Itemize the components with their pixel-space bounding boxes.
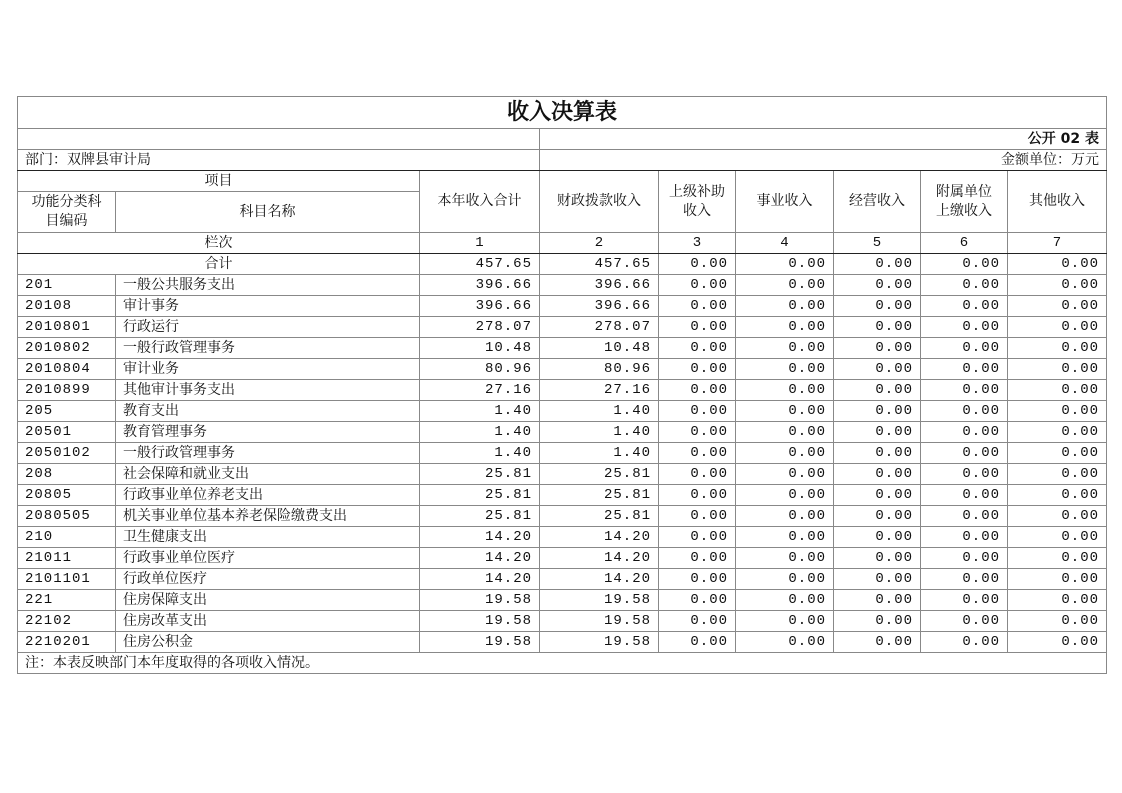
- subject-name-cell: 教育管理事务: [116, 422, 420, 443]
- table-row: [18, 338, 1107, 359]
- amount-cell: 0.00: [921, 359, 1008, 380]
- amount-cell: 0.00: [834, 548, 921, 569]
- amount-cell: 1.40: [540, 422, 659, 443]
- table-row: [18, 359, 1107, 380]
- table-row: [18, 527, 1107, 548]
- amount-cell: 0.00: [659, 380, 736, 401]
- unit-label: 金额单位：万元: [540, 150, 1107, 171]
- amount-cell: 25.81: [540, 464, 659, 485]
- amount-cell: 0.00: [1008, 632, 1107, 653]
- subject-name-cell: 行政运行: [116, 317, 420, 338]
- amount-cell: 19.58: [420, 611, 540, 632]
- amount-cell: 0.00: [834, 485, 921, 506]
- amount-cell: 0.00: [659, 569, 736, 590]
- func-code-cell: 2010899: [18, 380, 116, 401]
- subject-name-cell: 其他审计事务支出: [116, 380, 420, 401]
- header-other: 其他收入: [1008, 171, 1107, 233]
- amount-cell: 0.00: [834, 422, 921, 443]
- amount-cell: 19.58: [420, 632, 540, 653]
- total-value: 0.00: [736, 254, 834, 275]
- subject-name-cell: 一般行政管理事务: [116, 338, 420, 359]
- amount-cell: 0.00: [921, 464, 1008, 485]
- amount-cell: 1.40: [420, 401, 540, 422]
- amount-cell: 0.00: [659, 443, 736, 464]
- amount-cell: 396.66: [420, 296, 540, 317]
- amount-cell: 0.00: [834, 317, 921, 338]
- amount-cell: 396.66: [540, 275, 659, 296]
- table-row: [18, 443, 1107, 464]
- amount-cell: 0.00: [834, 527, 921, 548]
- column-index: 1: [420, 233, 540, 254]
- amount-cell: 25.81: [420, 485, 540, 506]
- amount-cell: 0.00: [736, 527, 834, 548]
- amount-cell: 0.00: [834, 296, 921, 317]
- amount-cell: 0.00: [659, 275, 736, 296]
- subject-name-cell: 审计事务: [116, 296, 420, 317]
- amount-cell: 0.00: [834, 275, 921, 296]
- amount-cell: 0.00: [1008, 611, 1107, 632]
- amount-cell: 0.00: [736, 401, 834, 422]
- table-row: [18, 401, 1107, 422]
- column-index-label: 栏次: [18, 233, 420, 254]
- amount-cell: 0.00: [736, 359, 834, 380]
- amount-cell: 14.20: [540, 548, 659, 569]
- amount-cell: 278.07: [420, 317, 540, 338]
- table-row: [18, 569, 1107, 590]
- amount-cell: 10.48: [420, 338, 540, 359]
- amount-cell: 0.00: [921, 506, 1008, 527]
- amount-cell: 0.00: [834, 611, 921, 632]
- amount-cell: 10.48: [540, 338, 659, 359]
- amount-cell: 0.00: [834, 632, 921, 653]
- amount-cell: 1.40: [420, 443, 540, 464]
- amount-cell: 0.00: [659, 527, 736, 548]
- func-code-cell: 2080505: [18, 506, 116, 527]
- amount-cell: 278.07: [540, 317, 659, 338]
- amount-cell: 0.00: [834, 338, 921, 359]
- func-code-cell: 221: [18, 590, 116, 611]
- amount-cell: 0.00: [1008, 317, 1107, 338]
- total-value: 0.00: [921, 254, 1008, 275]
- amount-cell: 25.81: [420, 464, 540, 485]
- amount-cell: 1.40: [420, 422, 540, 443]
- amount-cell: 0.00: [736, 548, 834, 569]
- amount-cell: 396.66: [540, 296, 659, 317]
- amount-cell: 0.00: [834, 464, 921, 485]
- table-note: 注：本表反映部门本年度取得的各项收入情况。: [18, 653, 1107, 674]
- func-code-cell: 2101101: [18, 569, 116, 590]
- tag-spacer: [18, 129, 540, 150]
- func-code-cell: 201: [18, 275, 116, 296]
- amount-cell: 0.00: [736, 506, 834, 527]
- amount-cell: 0.00: [1008, 443, 1107, 464]
- amount-cell: 0.00: [736, 443, 834, 464]
- header-fiscal: 财政拨款收入: [540, 171, 659, 233]
- amount-cell: 0.00: [659, 611, 736, 632]
- subject-name-cell: 住房公积金: [116, 632, 420, 653]
- amount-cell: 19.58: [540, 632, 659, 653]
- amount-cell: 0.00: [1008, 380, 1107, 401]
- amount-cell: 0.00: [659, 464, 736, 485]
- amount-cell: 0.00: [1008, 506, 1107, 527]
- func-code-cell: 208: [18, 464, 116, 485]
- total-label: 合计: [18, 254, 420, 275]
- amount-cell: 0.00: [736, 296, 834, 317]
- amount-cell: 0.00: [921, 548, 1008, 569]
- amount-cell: 0.00: [921, 569, 1008, 590]
- amount-cell: 0.00: [834, 590, 921, 611]
- amount-cell: 1.40: [540, 443, 659, 464]
- table-row: [18, 275, 1107, 296]
- amount-cell: 25.81: [540, 506, 659, 527]
- amount-cell: 0.00: [1008, 590, 1107, 611]
- amount-cell: 0.00: [834, 401, 921, 422]
- column-index: 4: [736, 233, 834, 254]
- func-code-cell: 205: [18, 401, 116, 422]
- amount-cell: 0.00: [921, 443, 1008, 464]
- amount-cell: 0.00: [921, 590, 1008, 611]
- amount-cell: 14.20: [540, 569, 659, 590]
- amount-cell: 0.00: [659, 338, 736, 359]
- table-row: [18, 506, 1107, 527]
- total-value: 457.65: [420, 254, 540, 275]
- amount-cell: 0.00: [834, 506, 921, 527]
- amount-cell: 0.00: [736, 485, 834, 506]
- amount-cell: 0.00: [834, 569, 921, 590]
- column-index: 5: [834, 233, 921, 254]
- amount-cell: 25.81: [420, 506, 540, 527]
- amount-cell: 0.00: [921, 317, 1008, 338]
- amount-cell: 0.00: [834, 380, 921, 401]
- amount-cell: 14.20: [420, 569, 540, 590]
- amount-cell: 0.00: [1008, 527, 1107, 548]
- amount-cell: 19.58: [540, 611, 659, 632]
- amount-cell: 0.00: [921, 338, 1008, 359]
- amount-cell: 0.00: [921, 422, 1008, 443]
- amount-cell: 0.00: [659, 548, 736, 569]
- func-code-cell: 20108: [18, 296, 116, 317]
- income-table: [17, 96, 1107, 674]
- subject-name-cell: 一般公共服务支出: [116, 275, 420, 296]
- subject-name-cell: 住房改革支出: [116, 611, 420, 632]
- table-row: [18, 422, 1107, 443]
- header-func-code: 功能分类科目编码: [18, 192, 116, 233]
- amount-cell: 0.00: [736, 611, 834, 632]
- amount-cell: 0.00: [736, 422, 834, 443]
- header-superior: 上级补助收入: [659, 171, 736, 233]
- amount-cell: 0.00: [659, 485, 736, 506]
- total-value: 0.00: [659, 254, 736, 275]
- header-total-income: 本年收入合计: [420, 171, 540, 233]
- amount-cell: 0.00: [1008, 359, 1107, 380]
- amount-cell: 0.00: [1008, 422, 1107, 443]
- column-index: 6: [921, 233, 1008, 254]
- amount-cell: 0.00: [921, 611, 1008, 632]
- table-tag: 公开 02 表: [540, 129, 1107, 150]
- amount-cell: 19.58: [420, 590, 540, 611]
- amount-cell: 80.96: [420, 359, 540, 380]
- subject-name-cell: 卫生健康支出: [116, 527, 420, 548]
- amount-cell: 0.00: [834, 443, 921, 464]
- amount-cell: 14.20: [420, 548, 540, 569]
- header-operating: 经营收入: [834, 171, 921, 233]
- func-code-cell: 20501: [18, 422, 116, 443]
- func-code-cell: 20805: [18, 485, 116, 506]
- amount-cell: 1.40: [540, 401, 659, 422]
- department-label: 部门：双牌县审计局: [18, 150, 540, 171]
- table-row: [18, 611, 1107, 632]
- amount-cell: 0.00: [659, 359, 736, 380]
- amount-cell: 80.96: [540, 359, 659, 380]
- table-row: [18, 296, 1107, 317]
- header-item: 项目: [18, 171, 420, 192]
- amount-cell: 0.00: [659, 506, 736, 527]
- subject-name-cell: 行政单位医疗: [116, 569, 420, 590]
- amount-cell: 0.00: [736, 317, 834, 338]
- amount-cell: 27.16: [540, 380, 659, 401]
- table-row: [18, 464, 1107, 485]
- func-code-cell: 2210201: [18, 632, 116, 653]
- amount-cell: 0.00: [659, 296, 736, 317]
- amount-cell: 0.00: [921, 401, 1008, 422]
- func-code-cell: 22102: [18, 611, 116, 632]
- func-code-cell: 2010802: [18, 338, 116, 359]
- subject-name-cell: 教育支出: [116, 401, 420, 422]
- subject-name-cell: 行政事业单位医疗: [116, 548, 420, 569]
- column-index: 2: [540, 233, 659, 254]
- table-row: [18, 548, 1107, 569]
- amount-cell: 0.00: [921, 485, 1008, 506]
- total-value: 0.00: [834, 254, 921, 275]
- amount-cell: 0.00: [659, 317, 736, 338]
- table-row: [18, 380, 1107, 401]
- income-final-accounts-sheet: [17, 96, 1106, 674]
- amount-cell: 25.81: [540, 485, 659, 506]
- header-affiliated: 附属单位上缴收入: [921, 171, 1008, 233]
- amount-cell: 14.20: [540, 527, 659, 548]
- amount-cell: 0.00: [921, 527, 1008, 548]
- amount-cell: 0.00: [1008, 275, 1107, 296]
- amount-cell: 0.00: [659, 422, 736, 443]
- amount-cell: 0.00: [921, 632, 1008, 653]
- subject-name-cell: 审计业务: [116, 359, 420, 380]
- func-code-cell: 21011: [18, 548, 116, 569]
- amount-cell: 0.00: [1008, 569, 1107, 590]
- table-title: 收入决算表: [18, 97, 1107, 129]
- amount-cell: 0.00: [736, 590, 834, 611]
- amount-cell: 14.20: [420, 527, 540, 548]
- func-code-cell: 2050102: [18, 443, 116, 464]
- amount-cell: 0.00: [921, 296, 1008, 317]
- header-business: 事业收入: [736, 171, 834, 233]
- subject-name-cell: 机关事业单位基本养老保险缴费支出: [116, 506, 420, 527]
- table-row: [18, 485, 1107, 506]
- amount-cell: 0.00: [659, 401, 736, 422]
- table-row: [18, 590, 1107, 611]
- amount-cell: 0.00: [736, 380, 834, 401]
- func-code-cell: 2010804: [18, 359, 116, 380]
- table-row: [18, 317, 1107, 338]
- amount-cell: 0.00: [736, 569, 834, 590]
- amount-cell: 0.00: [659, 632, 736, 653]
- total-value: 457.65: [540, 254, 659, 275]
- amount-cell: 0.00: [1008, 464, 1107, 485]
- total-value: 0.00: [1008, 254, 1107, 275]
- amount-cell: 0.00: [921, 380, 1008, 401]
- table-row: [18, 632, 1107, 653]
- amount-cell: 0.00: [1008, 296, 1107, 317]
- amount-cell: 0.00: [736, 632, 834, 653]
- amount-cell: 0.00: [1008, 548, 1107, 569]
- subject-name-cell: 社会保障和就业支出: [116, 464, 420, 485]
- amount-cell: 27.16: [420, 380, 540, 401]
- subject-name-cell: 一般行政管理事务: [116, 443, 420, 464]
- amount-cell: 396.66: [420, 275, 540, 296]
- amount-cell: 19.58: [540, 590, 659, 611]
- func-code-cell: 210: [18, 527, 116, 548]
- amount-cell: 0.00: [659, 590, 736, 611]
- func-code-cell: 2010801: [18, 317, 116, 338]
- amount-cell: 0.00: [736, 275, 834, 296]
- amount-cell: 0.00: [834, 359, 921, 380]
- amount-cell: 0.00: [736, 338, 834, 359]
- amount-cell: 0.00: [921, 275, 1008, 296]
- header-subject-name: 科目名称: [116, 192, 420, 233]
- amount-cell: 0.00: [1008, 338, 1107, 359]
- amount-cell: 0.00: [736, 464, 834, 485]
- subject-name-cell: 行政事业单位养老支出: [116, 485, 420, 506]
- amount-cell: 0.00: [1008, 401, 1107, 422]
- amount-cell: 0.00: [1008, 485, 1107, 506]
- subject-name-cell: 住房保障支出: [116, 590, 420, 611]
- column-index: 3: [659, 233, 736, 254]
- column-index: 7: [1008, 233, 1107, 254]
